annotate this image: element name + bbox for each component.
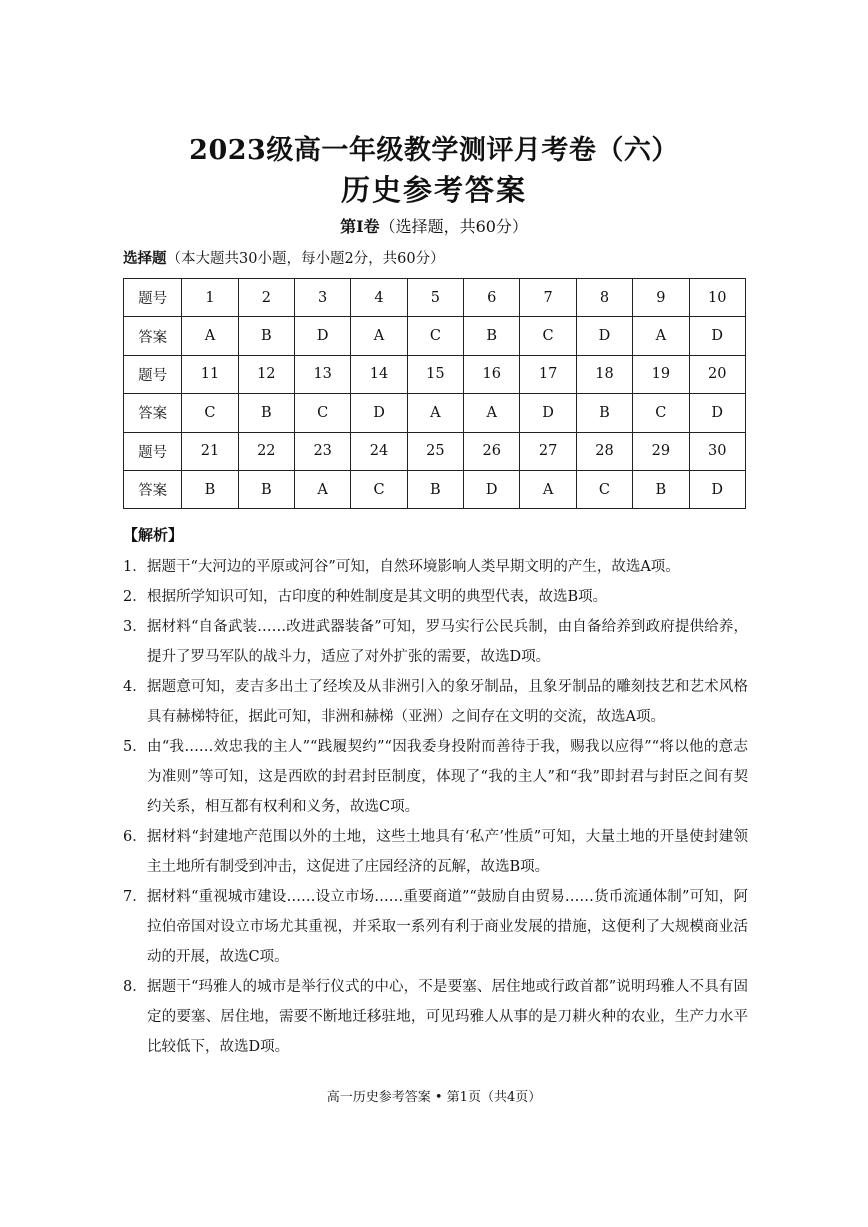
row-header: 题号 [124,355,182,393]
item-number: 8． [123,979,147,995]
table-cell: B [633,470,689,508]
table-cell: 23 [294,432,350,470]
table-cell: D [351,394,407,432]
item-text: 据材料“自备武装……改进武器装备”可知，罗马实行公民兵制，由自备给养到政府提供给养，提升了罗马军队的战斗力，适应了对外扩张的需要，故选D项。 [147,619,748,665]
analysis-item [123,732,748,822]
table-cell: 22 [238,432,294,470]
item-number: 2． [123,589,147,605]
table-cell: C [351,470,407,508]
table-cell: C [576,470,632,508]
item-text: 据题干“大河边的平原或河谷”可知，自然环境影响人类早期文明的产生，故选A项。 [147,559,680,575]
table-cell: B [238,394,294,432]
row-header: 题号 [124,432,182,470]
answer-table-row [124,355,746,393]
table-cell: B [238,470,294,508]
table-cell: A [464,394,520,432]
table-cell: C [294,394,350,432]
analysis-item [123,882,748,972]
item-number: 4． [123,679,147,695]
table-cell: 17 [520,355,576,393]
row-header: 答案 [124,394,182,432]
item-text: 据材料“重视城市建设……设立市场……重要商道”“鼓励自由贸易……货币流通体制”可知，阿拉伯帝国对设立市场尤其重视，并采取一系列有利于商业发展的措施，这便利了大规模商业活动的开展，故选C项。 [147,889,748,965]
table-cell: 16 [464,355,520,393]
table-cell: A [182,317,238,355]
table-cell: A [520,470,576,508]
choice-heading [123,247,445,268]
table-cell: 28 [576,432,632,470]
item-number: 3． [123,619,147,635]
table-cell: 21 [182,432,238,470]
table-cell: 25 [407,432,463,470]
table-cell: 7 [520,279,576,317]
table-cell: 1 [182,279,238,317]
table-cell: D [464,470,520,508]
analysis-item [123,582,748,612]
analysis-item [123,672,748,732]
table-cell: B [407,470,463,508]
table-cell: B [464,317,520,355]
answer-table-row [124,432,746,470]
table-cell: 9 [633,279,689,317]
analysis-item [123,612,748,672]
item-number: 7． [123,889,147,905]
table-cell: D [689,470,746,508]
table-cell: 6 [464,279,520,317]
table-cell: 10 [689,279,746,317]
page-footer: 高一历史参考答案 • 第1页（共4页） [326,1090,542,1105]
analysis-item [123,972,748,1062]
table-cell: 3 [294,279,350,317]
answer-table-row [124,317,746,355]
row-header: 题号 [124,279,182,317]
section-heading [0,214,868,237]
item-text: 据题干“玛雅人的城市是举行仪式的中心，不是要塞、居住地或行政首都”说明玛雅人不具有固定的要塞、居住地，需要不断地迁移驻地，可见玛雅人从事的是刀耕火种的农业，生产力水平比较低下，故选D项。 [147,979,748,1055]
item-number: 6． [123,829,147,845]
table-cell: C [407,317,463,355]
table-cell: 15 [407,355,463,393]
table-cell: A [351,317,407,355]
analysis-item [123,552,748,582]
answer-table [123,278,746,509]
table-cell: B [576,394,632,432]
table-cell: 24 [351,432,407,470]
analysis-heading: 【解析】 [123,526,184,544]
table-cell: C [520,317,576,355]
table-cell: 11 [182,355,238,393]
table-cell: 13 [294,355,350,393]
table-cell: A [294,470,350,508]
item-text: 据材料“封建地产范围以外的土地，这些土地具有‘私产’性质”可知，大量土地的开垦使封建领主土地所有制受到冲击，这促进了庄园经济的瓦解，故选B项。 [147,829,748,875]
table-cell: D [689,317,746,355]
exam-title: 2023级高一年级教学测评月考卷（六） [189,135,679,166]
analysis-list [123,552,748,1062]
choice-note: （本大题共30小题，每小题2分，共60分） [166,251,445,267]
exam-subtitle: 历史参考答案 [340,173,527,207]
row-header: 答案 [124,470,182,508]
table-cell: A [407,394,463,432]
row-header: 答案 [124,317,182,355]
choice-label: 选择题 [123,250,167,267]
answer-table-row [124,470,746,508]
table-cell: D [576,317,632,355]
table-cell: 2 [238,279,294,317]
section-note: （选择题，共60分） [379,217,528,236]
table-cell: 30 [689,432,746,470]
table-cell: B [238,317,294,355]
table-cell: 8 [576,279,632,317]
table-cell: B [182,470,238,508]
table-cell: D [520,394,576,432]
table-cell: 4 [351,279,407,317]
table-cell: 18 [576,355,632,393]
table-cell: 12 [238,355,294,393]
table-cell: D [689,394,746,432]
table-cell: 20 [689,355,746,393]
item-text: 根据所学知识可知，古印度的种姓制度是其文明的典型代表，故选B项。 [147,589,608,605]
table-cell: 26 [464,432,520,470]
section-label: 第Ⅰ卷 [340,217,380,236]
table-cell: D [294,317,350,355]
table-cell: C [633,394,689,432]
item-text: 由“我……效忠我的主人”“践履契约”“因我委身投附而善待于我，赐我以应得”“将以他的意志为准则”等可知，这是西欧的封君封臣制度，体现了“我的主人”和“我”即封君与封臣之间有契约关系，相互都有权利和义务，故选C项。 [147,739,748,815]
table-cell: C [182,394,238,432]
answer-table-row [124,279,746,317]
item-text: 据题意可知，麦吉多出土了经埃及从非洲引入的象牙制品，且象牙制品的雕刻技艺和艺术风格具有赫梯特征，据此可知，非洲和赫梯（亚洲）之间存在文明的交流，故选A项。 [147,679,748,725]
item-number: 1． [123,559,147,575]
table-cell: 27 [520,432,576,470]
table-cell: 19 [633,355,689,393]
analysis-item [123,822,748,882]
answer-table-row [124,394,746,432]
table-cell: 14 [351,355,407,393]
table-cell: A [633,317,689,355]
item-number: 5． [123,739,147,755]
table-cell: 5 [407,279,463,317]
table-cell: 29 [633,432,689,470]
